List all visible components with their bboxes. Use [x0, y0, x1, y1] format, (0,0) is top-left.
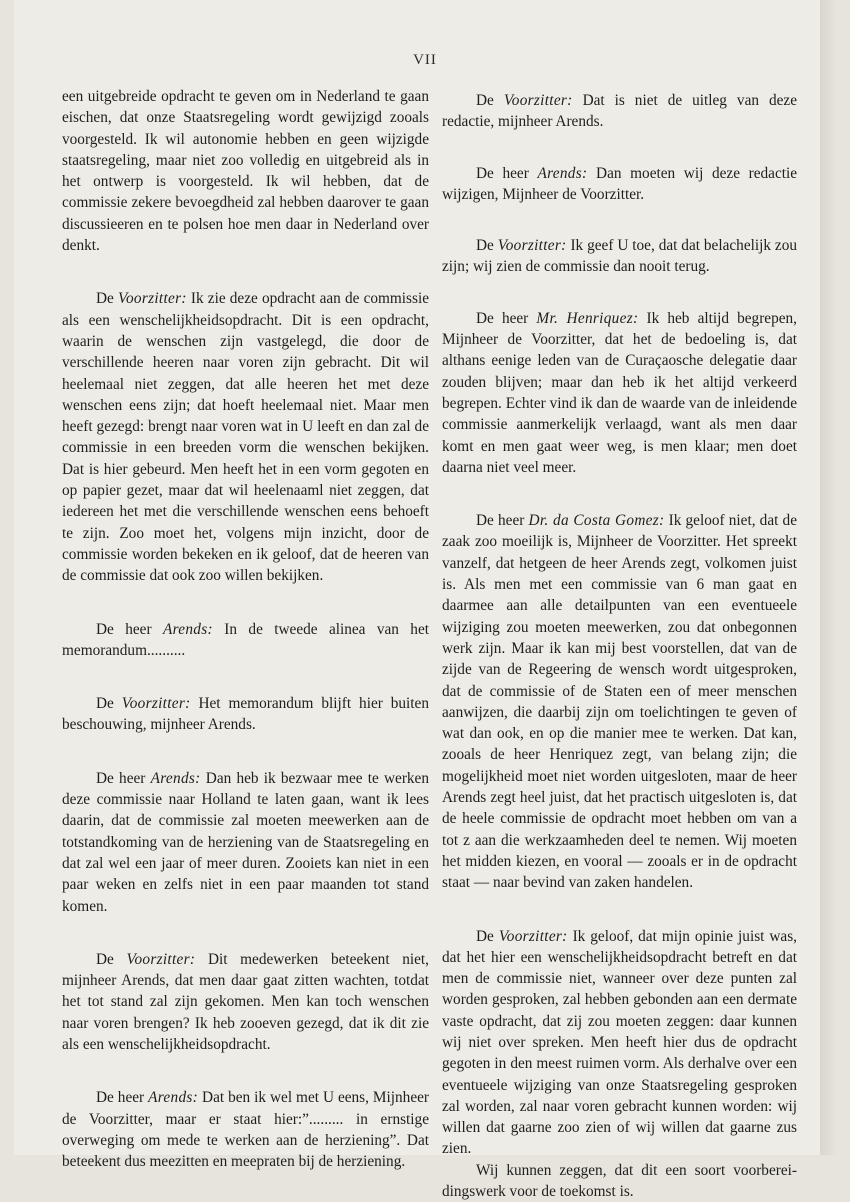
paragraph-text: een uitgebreide opdracht te geven om in Nederland te gaan eischen, dat onze Staatsregeling wordt gewijzigd zooals voorgesteld. Ik wil autonomie hebben en geen wijzigde staatsregeling, maar niet zoo volledig en uitgebreid als in het ontwerp is voorgesteld. Ik wil hebben, dat de commissie zekere bevoegdheid zal hebben daarover te gaan discussieeren en te polsen hoe men daar in Nederland over denkt. [62, 88, 429, 255]
speaker-name: Arends: [150, 769, 201, 787]
paragraph-text: Dat ben ik wel met U eens, Mijnheer de Voorzitter, maar er staat hier:”......... in ernstige overweging om mede te werken aan de herziening”. Dat beteekent dus meezitten en meepraten bij de herziening. [62, 1089, 429, 1171]
paragraph-text: In de tweede alinea van het memorandum.......... [62, 620, 429, 659]
paragraph [442, 510, 797, 893]
speaker-name: Arends: [537, 164, 588, 182]
paragraph-text: Dat is niet de uitleg van deze redactie, mijnheer Arends. [442, 92, 798, 131]
speaker-name: Dr. da Costa Gomez: [528, 512, 665, 530]
speaker-lead: De heer [96, 1089, 145, 1107]
paragraph-text: Dan heb ik bezwaar mee te werken deze commissie naar Holland te laten gaan, want ik lees daarin, dat de commissie zal moeten meewerken aan de totstandkoming van de herziening van de Staatsregeling en dat zal wel een jaar of meer duren. Zooiets kan niet in een paar weken en zelfs niet in een paar maanden tot stand komen. [62, 769, 430, 915]
speaker-name: Voorzitter: [126, 950, 196, 968]
paragraph [62, 693, 429, 736]
paragraph-text: Wij kunnen zeggen, dat dit een soort voorbereidingswerk voor de toekomst is. [442, 1161, 797, 1201]
speaker-name: Voorzitter: [498, 927, 568, 945]
speaker-name: Voorzitter: [118, 290, 187, 308]
speaker-lead: De heer [476, 164, 529, 182]
speaker-lead: De heer [476, 512, 525, 530]
paragraph-text: Ik geloof, dat mijn opinie juist was, dat het hier een wenschelijkheidsopdracht betreft en dat men de commissie niet, wanneer over deze punten zal worden gesproken, zal hebben gebonden aan een dermate vaste opdracht, dat zij zou moeten zeggen: daar kunnen wij niet over spreken. Men heeft hier dus de opdracht gegoten in den meest ruimen vorm. Als derhalve over een eventueele wijziging van onze Staatsregeling gesproken zal worden, zal naar voren gebracht kunnen worden: wij willen dat gaarne zoo zien of wij willen dat gaarne zus zien. [442, 927, 798, 1158]
page-number: VII [413, 52, 437, 68]
speaker-lead: De [96, 950, 114, 968]
paragraph [62, 288, 429, 586]
speaker-lead: De [96, 290, 114, 308]
paragraph [62, 619, 429, 662]
speaker-lead: De heer [96, 769, 146, 787]
paragraph [442, 1160, 797, 1202]
paragraph [442, 308, 797, 478]
paragraph-text: Het memorandum blijft hier buiten beschouwing, mijnheer Arends. [62, 695, 429, 734]
speaker-lead: De [476, 237, 494, 255]
paragraph [442, 163, 797, 206]
speaker-lead: De [476, 92, 494, 109]
speaker-name: Voorzitter: [503, 92, 573, 109]
paragraph-text: Dit medewerken beteekent niet, mijnheer Arends, dat men daar gaat zitten wachten, totdat het tot stand zal zijn gekomen. Men kan toch wenschen naar voren brengen? Ik heb zooeven gezegd, dat ik dit zie als een wenschelijkheidsopdracht. [62, 950, 429, 1053]
paragraph [442, 926, 797, 1160]
speaker-name: Voorzitter: [497, 237, 567, 255]
paragraph [62, 1087, 429, 1172]
paragraph [442, 90, 797, 133]
speaker-lead: De [476, 927, 494, 945]
speaker-name: Arends: [148, 1089, 199, 1107]
paragraph [62, 949, 429, 1055]
right-column [442, 90, 797, 1202]
paragraph-text: Ik zie deze opdracht aan de commissie als een wenschelijkheidsopdracht. Dit is een opdracht, waarin de wenschen zijn vastgelegd, die door de verschillende heeren naar voren zijn gebracht. Dit wil heelemaal niet zeggen, dat alle heeren het met deze wenschen eens zijn; dat hoeft heelemaal niet. Maar men heeft gezegd: brengt naar voren wat in U leeft en dan zal de commissie in een breeden vorm die wenschen bekijken. Dat is hier gebeurd. Men heeft het in een vorm gegoten en op papier gezet, maar dat wil heelenaaml niet zeggen, dat iedereen het met die verschillende wenschen eens behoeft te zijn. Zoo moet het, volgens mijn inzicht, door de commissie worden bekeken en ik geloof, dat de heeren van de commissie dat ook zoo willen bekijken. [62, 290, 429, 585]
left-column [62, 86, 429, 1172]
page-edge [820, 0, 835, 1155]
speaker-name: Arends: [162, 620, 213, 638]
speaker-lead: De heer [96, 620, 152, 638]
paragraph-text: Ik heb altijd begrepen, Mijnheer de Voorzitter, dat het de bedoeling is, dat althans eenige leden van de Curaçaosche delegatie daar zouden blijven; maar dan heb ik het altijd verkeerd begrepen. Echter vind ik dan de waarde van de inleidende commissie aanmerkelijk verlaagd, want als men daar komt en men gaat weer weg, is men klaar; men doet daarna niet veel meer. [442, 309, 798, 476]
paragraph [62, 768, 429, 917]
paragraph-text: Ik geloof niet, dat de zaak zoo moeilijk is, Mijnheer de Voorzitter. Het spreekt vanzelf, dat hetgeen de heer Arends zegt, volkomen juist is. Als men met een commissie van 6 man gaat en daarmee aan alle detailpunten van een eventueele wijziging zou moeten meewerken, zou dat onbegonnen werk zijn. Maar ik kan mij best voorstellen, dat van de zijde van de Regeering de wensch wordt uitgesproken, dat de commissie of de Staten een of meer menschen aanwijzen, die daarbij zijn om toelichtingen te geven of wat dan ook, en op die manier mee te werken. Dat kan, zooals de heer Henriquez zegt, van belang zijn; die mogelijkheid moet niet worden uitgesloten, maar de heer Arends zegt heel juist, dat het practisch uitgesloten is, dat de heele commissie de opdracht moet hebben om van a tot z aan die werkzaamheden deel te nemen. Wij moeten het midden kiezen, en vooral — zooals er in de opdracht staat — naar bevind van zaken handelen. [442, 512, 797, 892]
speaker-lead: De [96, 695, 114, 713]
speaker-name: Mr. Henriquez: [536, 309, 639, 327]
paragraph-text: Ik geef U toe, dat dat belachelijk zou zijn; wij zien de commissie dan nooit terug. [442, 237, 798, 276]
speaker-name: Voorzitter: [121, 695, 191, 713]
paragraph-text: Dan moeten wij deze redactie wijzigen, Mijnheer de Voorzitter. [442, 164, 798, 203]
paragraph [62, 86, 429, 256]
speaker-lead: De heer [476, 309, 529, 327]
paragraph [442, 235, 797, 278]
